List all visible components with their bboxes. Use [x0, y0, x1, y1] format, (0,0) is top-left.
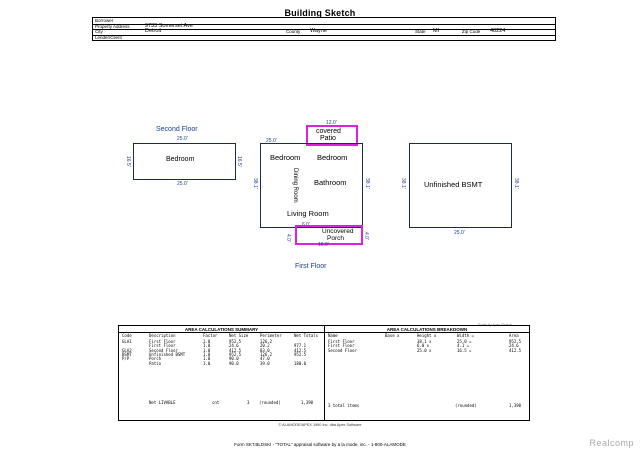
second-floor-top-dim: 25.0'	[177, 136, 188, 142]
summary-cell: 412.5	[294, 347, 307, 353]
summary-cell: 47.0	[260, 356, 270, 362]
first-floor-left-dim: 38.1'	[252, 178, 258, 189]
summary-cell: 180.0	[294, 360, 307, 366]
second-floor-bedroom: Bedroom	[166, 156, 195, 163]
summary-cell: 1.0	[203, 356, 211, 362]
summary-cell: Patio	[149, 360, 162, 366]
summary-header-net-totals: Net Totals	[294, 333, 319, 338]
uncovered-porch-label-1: Uncovered	[322, 228, 354, 235]
breakdown-section	[325, 326, 529, 420]
summary-cell: 20.2	[260, 343, 270, 349]
second-floor-left-dim: 16.5'	[125, 156, 131, 167]
page-title: Building Sketch	[284, 8, 356, 18]
summary-cell: 24.6	[229, 343, 239, 349]
form-footer: Form SKT.BLDSKI - "TOTAL" appraisal software by a la mode, inc. - 1-800-ALAMODE	[234, 442, 406, 447]
breakdown-cell: First Floor	[328, 343, 355, 349]
net-livable-total: 1,390	[301, 400, 314, 405]
summary-cell: First Floor	[149, 343, 176, 349]
area-calculations-panel	[118, 325, 530, 421]
breakdown-cell: 6.0 x	[417, 343, 430, 349]
summary-cell: 952.5	[294, 351, 307, 357]
summary-header-perimeter: Perimeter	[260, 333, 282, 338]
first-floor-right-dim: 38.1'	[364, 178, 370, 189]
summary-cell: Second Floor	[149, 347, 178, 353]
breakdown-cell: 412.5	[509, 347, 522, 353]
scale-note: Scale by Apex Sketch	[478, 323, 512, 327]
breakdown-header-base: Base x	[385, 333, 400, 338]
summary-title: AREA CALCULATIONS SUMMARY	[119, 327, 324, 333]
breakdown-cell: 16.5 =	[457, 347, 472, 353]
summary-cell: 1.0	[203, 360, 211, 366]
net-livable-label: Net LIVABLE	[149, 400, 176, 405]
summary-cell: 977.1	[294, 343, 307, 349]
summary-cell: GLA2	[122, 347, 132, 353]
breakdown-cell: 25.0 x	[417, 347, 432, 353]
summary-cell: P/P	[122, 356, 130, 362]
summary-cell: 126.2	[260, 351, 273, 357]
realcomp-watermark: Realcomp	[589, 438, 634, 448]
summary-cell: 126.2	[260, 339, 273, 344]
summary-cell: 90.0	[229, 360, 239, 366]
summary-header-code: Code	[122, 333, 132, 338]
net-livable-unit: cnt	[212, 400, 220, 405]
lender-label: Lender/Client	[95, 34, 122, 40]
city-label: City	[95, 29, 103, 34]
breakdown-header-area: Area	[509, 333, 519, 338]
borrower-label: Borrower	[95, 18, 114, 23]
summary-cell: 1.0	[203, 347, 211, 353]
basement-left-dim: 38.1'	[400, 178, 406, 189]
summary-cell: 1.0	[203, 343, 211, 349]
second-floor-bottom-dim: 25.0'	[177, 181, 188, 187]
basement-right-dim: 38.1'	[513, 178, 519, 189]
state-value: MI	[433, 28, 440, 34]
zip-value: 48224	[490, 28, 506, 34]
summary-cell: Porch	[149, 356, 162, 362]
bedroom-2-label: Bedroom	[317, 153, 348, 162]
covered-patio-dim: 12.0'	[326, 120, 337, 126]
breakdown-rounded: (rounded)	[455, 403, 477, 408]
summary-cell: 1.0	[203, 339, 211, 344]
bathroom-label: Bathroom	[314, 178, 347, 187]
summary-cell: 1.0	[203, 351, 211, 357]
first-floor-title: First Floor	[295, 263, 327, 270]
second-floor-right-dim: 16.5'	[236, 156, 242, 167]
breakdown-cell: 4.1 =	[457, 343, 470, 349]
breakdown-cell: 952.5	[509, 339, 522, 344]
first-floor-top-dim: 25.0'	[266, 138, 277, 144]
porch-top-dim: 6.0'	[302, 222, 310, 228]
summary-cell: 83.0	[260, 347, 270, 353]
basement-label: Unfinished BSMT	[424, 180, 483, 189]
net-livable-rounded: (rounded)	[259, 400, 281, 405]
net-livable-count: 3	[247, 400, 250, 405]
property-info-table	[92, 17, 556, 41]
covered-patio-label-2: Patio	[320, 135, 336, 142]
porch-left-dim: 4.0'	[285, 234, 291, 242]
breakdown-total: 1,390	[509, 403, 522, 408]
summary-cell: 90.0	[229, 356, 239, 362]
summary-section	[119, 326, 325, 420]
breakdown-cell: 24.6	[509, 343, 519, 349]
lender-row	[93, 35, 555, 41]
summary-cell: First Floor	[149, 339, 176, 344]
breakdown-cell: 25.0 =	[457, 339, 472, 344]
breakdown-title: AREA CALCULATIONS BREAKDOWN	[325, 327, 529, 333]
city-value: Detroit	[145, 28, 162, 34]
county-label: County	[286, 29, 301, 34]
summary-header-net-size: Net Size	[229, 333, 249, 338]
porch-bottom-dim: 16.0'	[318, 242, 329, 248]
living-room-label: Living Room	[287, 209, 329, 218]
state-label: State	[415, 29, 426, 34]
dining-room-label: Dining Room	[292, 168, 298, 203]
summary-cell: 412.5	[229, 347, 242, 353]
address-label: Property Address	[95, 23, 130, 29]
basement-bottom-dim: 25.0'	[454, 230, 465, 236]
covered-patio-label-1: covered	[316, 128, 341, 135]
zip-label: Zip Code	[462, 29, 481, 34]
copyright-line: © ALAMODE/APEX 1990 Inc. dba Apex Software	[278, 423, 362, 427]
summary-cell: 952.5	[229, 351, 242, 357]
summary-cell: GLA1	[122, 339, 132, 344]
breakdown-total-items: 3 total items	[328, 403, 360, 408]
porch-right-dim: 4.0'	[363, 232, 369, 240]
county-value: Wayne	[310, 28, 327, 34]
breakdown-header-width: Width =	[457, 333, 474, 338]
breakdown-header-height: Height x	[417, 333, 437, 338]
uncovered-porch-label-2: Porch	[327, 235, 344, 242]
breakdown-cell: First Floor	[328, 339, 355, 344]
breakdown-cell: Second Floor	[328, 347, 357, 353]
summary-header-factor: Factor	[203, 333, 218, 338]
breakdown-header-name: Name	[328, 333, 338, 338]
bedroom-1-label: Bedroom	[270, 153, 301, 162]
breakdown-cell: 38.1 x	[417, 339, 432, 344]
summary-header-description: Description	[149, 333, 176, 338]
summary-cell: 952.5	[229, 339, 242, 344]
second-floor-title: Second Floor	[156, 126, 198, 133]
summary-cell: Unfinished BSMT	[149, 351, 186, 357]
summary-cell: BSMT	[122, 351, 132, 357]
address-value: 9733 Somerset Ave	[145, 22, 193, 29]
summary-cell: 39.0	[260, 360, 270, 366]
